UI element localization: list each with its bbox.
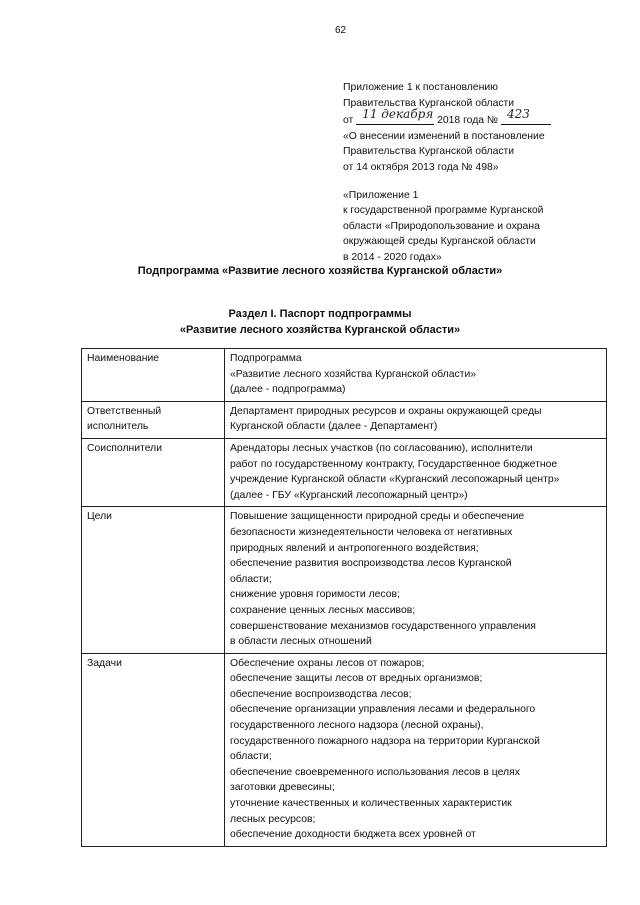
passport-value-line: лесных ресурсов; <box>230 813 316 825</box>
passport-value-line: в области лесных отношений <box>230 636 372 648</box>
passport-label-cell <box>82 507 225 653</box>
passport-value-line: области; <box>230 573 272 585</box>
section-title-line-1: Раздел I. Паспорт подпрограммы <box>228 308 412 320</box>
passport-value-line: обеспечение своевременного использования лесов в целях <box>230 766 520 778</box>
passport-label-cell <box>82 401 225 438</box>
passport-label-line: Цели <box>87 511 112 523</box>
passport-row <box>82 401 607 438</box>
passport-value-line: снижение уровня горимости лесов; <box>230 589 400 601</box>
passport-label-cell <box>82 349 225 402</box>
passport-row <box>82 653 607 846</box>
appendix-header <box>343 80 633 266</box>
passport-value-line: государственного лесного надзора (лесной охраны), <box>230 720 484 732</box>
section-title-line-2: «Развитие лесного хозяйства Курганской области» <box>179 324 461 336</box>
passport-value-line: обеспечение защиты лесов от вредных организмов; <box>230 673 483 685</box>
passport-value-line: (далее - подпрограмма) <box>230 384 346 396</box>
subprogram-title: Подпрограмма «Развитие лесного хозяйства Курганской области» <box>137 265 503 277</box>
passport-value-line: государственного пожарного надзора на территории Курганской <box>230 735 540 747</box>
appendix-line-6: от 14 октября 2013 года № 498» <box>343 161 499 173</box>
passport-value-line: «Развитие лесного хозяйства Курганской области» <box>230 368 477 380</box>
appendix-2-line: в 2014 - 2020 годах» <box>343 251 442 263</box>
page-number: 62 <box>335 25 347 36</box>
passport-value-line: обеспечение организации управления лесами и федерального <box>230 704 536 716</box>
passport-value-line: учреждение Курганской области «Курганский лесопожарный центр» <box>230 474 560 486</box>
passport-row <box>82 438 607 506</box>
passport-value-line: безопасности жизнедеятельности человека от негативных <box>230 526 513 538</box>
passport-value-line: обеспечение воспроизводства лесов; <box>230 688 412 700</box>
passport-value-line: Курганской области (далее - Департамент) <box>230 421 438 433</box>
passport-label-line: Ответственный <box>87 405 162 417</box>
passport-label-cell <box>82 438 225 506</box>
passport-value-line: природных явлений и антропогенного воздействия; <box>230 542 479 554</box>
appendix-2-line: области «Природопользование и охрана <box>343 220 540 232</box>
passport-row <box>82 349 607 402</box>
date-blank <box>356 107 434 125</box>
passport-value-line: работ по государственному контракту, Государственное бюджетное <box>230 458 558 470</box>
appendix-2-line: к государственной программе Курганской <box>343 205 544 217</box>
number-blank <box>501 107 551 125</box>
passport-value-line: Обеспечение охраны лесов от пожаров; <box>230 657 425 669</box>
passport-label-line: Наименование <box>87 353 160 364</box>
passport-value-line: области; <box>230 751 272 763</box>
passport-value-line: Арендаторы лесных участков (по согласованию), исполнители <box>230 442 533 454</box>
passport-value-cell <box>225 349 607 402</box>
passport-label-line: исполнитель <box>87 421 149 433</box>
passport-value-line: (далее - ГБУ «Курганский лесопожарный центр») <box>230 489 468 501</box>
passport-value-line: Повышение защищенности природной среды и обеспечение <box>230 511 525 523</box>
year-text: 2018 года № <box>437 115 499 127</box>
passport-row <box>82 507 607 653</box>
handwritten-date: 11 декабря <box>362 107 434 122</box>
passport-value-cell <box>225 507 607 653</box>
appendix-2-block <box>343 188 633 266</box>
passport-label-line: Соисполнители <box>87 442 163 454</box>
passport-label-line: Задачи <box>87 657 122 669</box>
passport-value-line: Подпрограмма <box>230 353 302 364</box>
appendix-line-1: Приложение 1 к постановлению <box>343 82 498 93</box>
passport-label-cell <box>82 653 225 846</box>
passport-value-line: Департамент природных ресурсов и охраны окружающей среды <box>230 405 542 417</box>
passport-value-line: обеспечение развития воспроизводства лесов Курганской <box>230 558 512 570</box>
section-title <box>0 306 640 338</box>
appendix-2-line: «Приложение 1 <box>343 189 419 201</box>
passport-value-line: обеспечение доходности бюджета всех уровней от <box>230 829 476 841</box>
passport-value-cell <box>225 653 607 846</box>
appendix-line-4: «О внесении изменений в постановление <box>343 130 545 142</box>
passport-table <box>81 348 607 847</box>
appendix-2-line: окружающей среды Курганской области <box>343 236 536 248</box>
passport-value-line: уточнение качественных и количественных характеристик <box>230 798 512 810</box>
passport-value-cell <box>225 438 607 506</box>
appendix-date-line <box>343 107 633 129</box>
passport-value-line: совершенствование механизмов государственного управления <box>230 620 536 632</box>
from-prefix: от <box>343 115 354 127</box>
appendix-line-5: Правительства Курганской области <box>343 146 515 158</box>
handwritten-number: 423 <box>506 107 530 122</box>
appendix-line-2: Правительства Курганской области <box>343 97 515 109</box>
passport-value-cell <box>225 401 607 438</box>
passport-value-line: сохранение ценных лесных массивов; <box>230 604 416 616</box>
passport-value-line: заготовки древесины; <box>230 782 335 794</box>
